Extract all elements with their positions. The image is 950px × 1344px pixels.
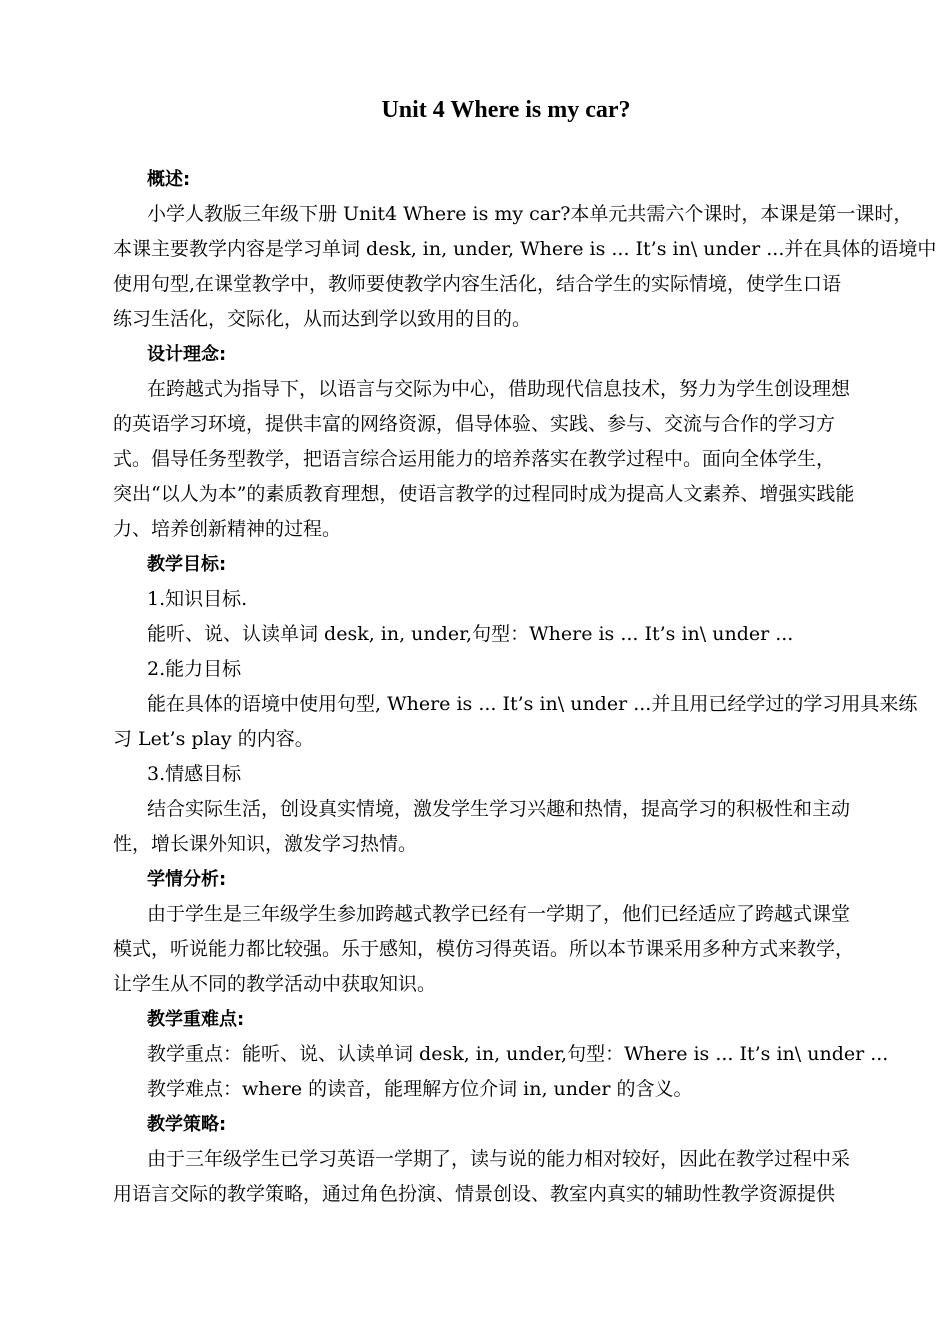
subheading-ability-goal: 2.能力目标 [147,658,242,680]
section-heading-key-points: 教学重难点: [147,1009,245,1030]
paragraph-line: 在跨越式为指导下，以语言与交际为中心，借助现代信息技术，努力为学生创设理想 [147,378,851,400]
paragraph-line: 使用句型,在课堂教学中，教师要使教学内容生活化，结合学生的实际情境，使学生口语 [113,273,842,295]
paragraph-line: 性，增长课外知识，激发学习热情。 [113,833,418,855]
paragraph-line: 能在具体的语境中使用句型, Where is ... It’s in\ under ...并且用已经学过的学习用具来练 [147,693,918,715]
paragraph-line: 让学生从不同的教学活动中获取知识。 [113,973,437,995]
paragraph-line: 由于三年级学生已学习英语一学期了，读与说的能力相对较好，因此在教学过程中采 [147,1148,851,1170]
section-heading-design-concept: 设计理念: [147,344,227,365]
section-heading-overview: 概述: [147,169,191,190]
paragraph-line: 结合实际生活，创设真实情境，激发学生学习兴趣和热情，提高学习的积极性和主动 [147,798,851,820]
paragraph-line: 突出“以人为本”的素质教育理想，使语言教学的过程同时成为提高人文素养、增强实践能 [113,483,855,505]
paragraph-line: 用语言交际的教学策略，通过角色扮演、情景创设、教室内真实的辅助性教学资源提供 [113,1183,836,1205]
paragraph-line: 由于学生是三年级学生参加跨越式教学已经有一学期了，他们已经适应了跨越式课堂 [147,903,851,925]
document-title: Unit 4 Where is my car? [381,97,631,123]
section-heading-student-analysis: 学情分析: [147,869,227,890]
document-body [113,162,937,1212]
subheading-emotion-goal: 3.情感目标 [147,763,242,785]
paragraph-line: 本课主要教学内容是学习单词 desk, in, under, Where is ... It’s in\ under ...并在具体的语境中 [113,238,937,260]
section-heading-teaching-strategy: 教学策略: [147,1114,227,1135]
paragraph-line: 的英语学习环境，提供丰富的网络资源，倡导体验、实践、参与、交流与合作的学习方 [113,413,836,435]
paragraph-line: 力、培养创新精神的过程。 [113,518,342,540]
paragraph-line: 教学重点：能听、说、认读单词 desk, in, under,句型：Where is ... It’s in\ under ... [147,1043,889,1065]
section-heading-teaching-goals: 教学目标: [147,554,227,575]
paragraph-line: 小学人教版三年级下册 Unit4 Where is my car?本单元共需六个课时，本课是第一课时， [147,203,913,225]
paragraph-line: 能听、说、认读单词 desk, in, under,句型：Where is ... It’s in\ under ... [147,623,794,645]
paragraph-line: 习 Let’s play 的内容。 [113,728,314,750]
paragraph-line: 练习生活化，交际化，从而达到学以致用的目的。 [113,308,532,330]
paragraph-line: 式。倡导任务型教学，把语言综合运用能力的培养落实在教学过程中。面向全体学生， [113,448,836,470]
paragraph-line: 教学难点：where 的读音，能理解方位介词 in, under 的含义。 [147,1078,693,1100]
paragraph-line: 模式，听说能力都比较强。乐于感知，模仿习得英语。所以本节课采用多种方式来教学， [113,938,855,960]
subheading-knowledge-goal: 1.知识目标. [147,588,248,610]
